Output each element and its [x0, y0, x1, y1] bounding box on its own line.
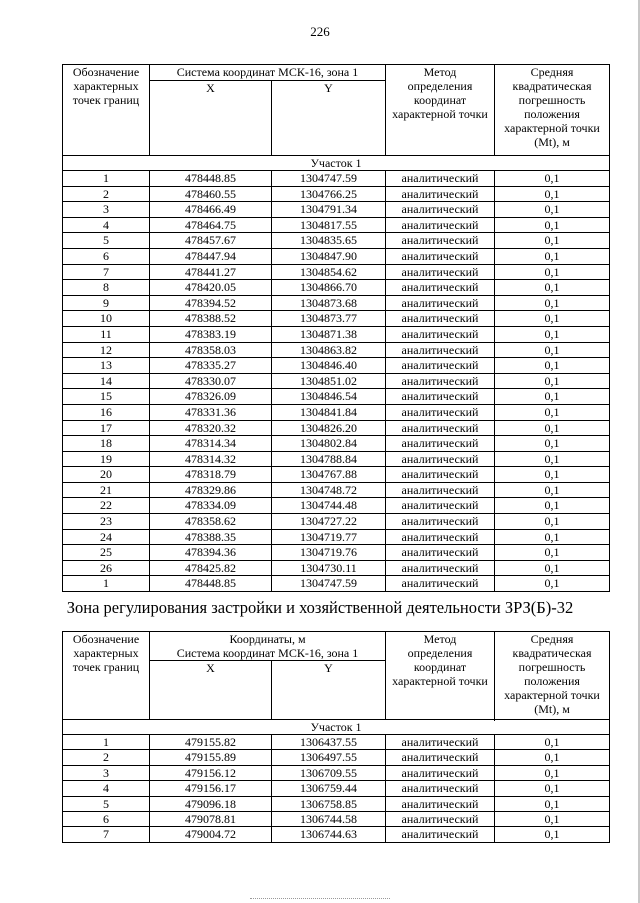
x-coordinate: 478466.49 [150, 202, 272, 218]
y-coordinate: 1304826.20 [272, 420, 386, 436]
x-coordinate: 478460.55 [150, 186, 272, 202]
error-value: 0,1 [495, 202, 610, 218]
header-designation: Обозначение характерных точек границ [63, 65, 150, 156]
point-number: 22 [63, 498, 150, 514]
error-value: 0,1 [495, 451, 610, 467]
method: аналитический [386, 514, 495, 530]
point-number: 4 [63, 217, 150, 233]
coordinates-table-1 [62, 64, 610, 592]
table-row [63, 451, 610, 467]
x-coordinate: 478388.52 [150, 311, 272, 327]
x-coordinate: 478314.32 [150, 451, 272, 467]
x-coordinate: 478420.05 [150, 280, 272, 296]
header-y: Y [272, 661, 386, 720]
error-value: 0,1 [495, 295, 610, 311]
header-coord-title [150, 632, 386, 661]
table-row [63, 248, 610, 264]
x-coordinate: 478358.03 [150, 342, 272, 358]
x-coordinate: 478318.79 [150, 467, 272, 483]
method: аналитический [386, 827, 495, 842]
error-value: 0,1 [495, 545, 610, 561]
method: аналитический [386, 765, 495, 780]
error-value: 0,1 [495, 765, 610, 780]
point-number: 18 [63, 436, 150, 452]
x-coordinate: 479156.17 [150, 781, 272, 796]
method: аналитический [386, 233, 495, 249]
table-row [63, 280, 610, 296]
point-number: 23 [63, 514, 150, 530]
point-number: 12 [63, 342, 150, 358]
table-row [63, 514, 610, 530]
point-number: 14 [63, 373, 150, 389]
point-number: 5 [63, 233, 150, 249]
y-coordinate: 1306744.58 [272, 811, 386, 826]
error-value: 0,1 [495, 750, 610, 765]
x-coordinate: 478331.36 [150, 404, 272, 420]
table-row [63, 482, 610, 498]
x-coordinate: 478383.19 [150, 326, 272, 342]
header-error: Средняя квадратическая погрешность положения характерной точки (Mt), м [495, 65, 610, 156]
x-coordinate: 479096.18 [150, 796, 272, 811]
error-value: 0,1 [495, 796, 610, 811]
y-coordinate: 1304747.59 [272, 171, 386, 187]
table-row [63, 420, 610, 436]
y-coordinate: 1304730.11 [272, 560, 386, 576]
method: аналитический [386, 311, 495, 327]
method: аналитический [386, 326, 495, 342]
header-method: Метод определения координат характерной точки [386, 65, 495, 156]
coordinates-table-2 [62, 631, 610, 843]
method: аналитический [386, 467, 495, 483]
y-coordinate: 1304727.22 [272, 514, 386, 530]
method: аналитический [386, 420, 495, 436]
x-coordinate: 478330.07 [150, 373, 272, 389]
point-number: 7 [63, 264, 150, 280]
point-number: 26 [63, 560, 150, 576]
x-coordinate: 478320.32 [150, 420, 272, 436]
method: аналитический [386, 358, 495, 374]
method: аналитический [386, 811, 495, 826]
table-row [63, 796, 610, 811]
table-row [63, 311, 610, 327]
x-coordinate: 478464.75 [150, 217, 272, 233]
table-row [63, 295, 610, 311]
y-coordinate: 1304863.82 [272, 342, 386, 358]
method: аналитический [386, 529, 495, 545]
method: аналитический [386, 750, 495, 765]
error-value: 0,1 [495, 373, 610, 389]
section-title: Участок 1 [63, 156, 610, 171]
y-coordinate: 1304851.02 [272, 373, 386, 389]
method: аналитический [386, 295, 495, 311]
error-value: 0,1 [495, 529, 610, 545]
point-number: 8 [63, 280, 150, 296]
error-value: 0,1 [495, 781, 610, 796]
x-coordinate: 478388.35 [150, 529, 272, 545]
error-value: 0,1 [495, 482, 610, 498]
table-row [63, 545, 610, 561]
x-coordinate: 478448.85 [150, 576, 272, 592]
error-value: 0,1 [495, 420, 610, 436]
x-coordinate: 478334.09 [150, 498, 272, 514]
x-coordinate: 478335.27 [150, 358, 272, 374]
x-coordinate: 478457.67 [150, 233, 272, 249]
error-value: 0,1 [495, 358, 610, 374]
error-value: 0,1 [495, 514, 610, 530]
error-value: 0,1 [495, 264, 610, 280]
table-row [63, 735, 610, 750]
point-number: 4 [63, 781, 150, 796]
y-coordinate: 1304719.76 [272, 545, 386, 561]
method: аналитический [386, 560, 495, 576]
table-row [63, 171, 610, 187]
header-coord-system: Система координат МСК-16, зона 1 [176, 646, 359, 660]
table-row [63, 233, 610, 249]
y-coordinate: 1304871.38 [272, 326, 386, 342]
header-method: Метод определения координат характерной точки [386, 632, 495, 720]
method: аналитический [386, 280, 495, 296]
method: аналитический [386, 373, 495, 389]
y-coordinate: 1304748.72 [272, 482, 386, 498]
point-number: 1 [63, 171, 150, 187]
table-row [63, 765, 610, 780]
header-coords-title: Координаты, м [229, 632, 306, 646]
y-coordinate: 1304873.77 [272, 311, 386, 327]
point-number: 5 [63, 796, 150, 811]
point-number: 21 [63, 482, 150, 498]
error-value: 0,1 [495, 326, 610, 342]
y-coordinate: 1304846.54 [272, 389, 386, 405]
method: аналитический [386, 202, 495, 218]
table-row [63, 373, 610, 389]
y-coordinate: 1306758.85 [272, 796, 386, 811]
table-row [63, 358, 610, 374]
y-coordinate: 1304817.55 [272, 217, 386, 233]
x-coordinate: 478394.36 [150, 545, 272, 561]
x-coordinate: 478358.62 [150, 514, 272, 530]
point-number: 3 [63, 765, 150, 780]
header-x: X [150, 661, 272, 720]
header-coord-system: Система координат МСК-16, зона 1 [150, 65, 386, 81]
table-row [63, 326, 610, 342]
table-row [63, 342, 610, 358]
y-coordinate: 1306709.55 [272, 765, 386, 780]
page-bottom-mark [250, 898, 390, 901]
y-coordinate: 1304802.84 [272, 436, 386, 452]
method: аналитический [386, 781, 495, 796]
error-value: 0,1 [495, 389, 610, 405]
y-coordinate: 1306497.55 [272, 750, 386, 765]
header-y: Y [272, 81, 386, 156]
error-value: 0,1 [495, 233, 610, 249]
error-value: 0,1 [495, 186, 610, 202]
table-row [63, 467, 610, 483]
y-coordinate: 1304866.70 [272, 280, 386, 296]
error-value: 0,1 [495, 248, 610, 264]
y-coordinate: 1304847.90 [272, 248, 386, 264]
error-value: 0,1 [495, 811, 610, 826]
table-row [63, 264, 610, 280]
method: аналитический [386, 342, 495, 358]
point-number: 25 [63, 545, 150, 561]
y-coordinate: 1304854.62 [272, 264, 386, 280]
table-row [63, 202, 610, 218]
x-coordinate: 478329.86 [150, 482, 272, 498]
method: аналитический [386, 171, 495, 187]
table-row [63, 436, 610, 452]
y-coordinate: 1306744.63 [272, 827, 386, 842]
y-coordinate: 1304719.77 [272, 529, 386, 545]
x-coordinate: 479078.81 [150, 811, 272, 826]
x-coordinate: 478394.52 [150, 295, 272, 311]
error-value: 0,1 [495, 827, 610, 842]
point-number: 2 [63, 186, 150, 202]
point-number: 3 [63, 202, 150, 218]
x-coordinate: 479004.72 [150, 827, 272, 842]
table-row [63, 498, 610, 514]
point-number: 17 [63, 420, 150, 436]
point-number: 13 [63, 358, 150, 374]
x-coordinate: 478447.94 [150, 248, 272, 264]
method: аналитический [386, 186, 495, 202]
point-number: 11 [63, 326, 150, 342]
point-number: 16 [63, 404, 150, 420]
table-row [63, 217, 610, 233]
error-value: 0,1 [495, 404, 610, 420]
method: аналитический [386, 796, 495, 811]
table-row [63, 186, 610, 202]
error-value: 0,1 [495, 735, 610, 750]
table-row [63, 827, 610, 842]
x-coordinate: 478314.34 [150, 436, 272, 452]
y-coordinate: 1304835.65 [272, 233, 386, 249]
table-row [63, 560, 610, 576]
point-number: 1 [63, 735, 150, 750]
y-coordinate: 1304846.40 [272, 358, 386, 374]
page-number: 226 [310, 24, 330, 39]
y-coordinate: 1304767.88 [272, 467, 386, 483]
point-number: 20 [63, 467, 150, 483]
y-coordinate: 1304747.59 [272, 576, 386, 592]
table-row [63, 404, 610, 420]
x-coordinate: 479155.89 [150, 750, 272, 765]
x-coordinate: 478326.09 [150, 389, 272, 405]
y-coordinate: 1306437.55 [272, 735, 386, 750]
method: аналитический [386, 264, 495, 280]
error-value: 0,1 [495, 171, 610, 187]
point-number: 1 [63, 576, 150, 592]
y-coordinate: 1306759.44 [272, 781, 386, 796]
y-coordinate: 1304791.34 [272, 202, 386, 218]
x-coordinate: 479156.12 [150, 765, 272, 780]
point-number: 10 [63, 311, 150, 327]
table-row [63, 811, 610, 826]
header-x: X [150, 81, 272, 156]
point-number: 9 [63, 295, 150, 311]
table-row [63, 529, 610, 545]
method: аналитический [386, 248, 495, 264]
method: аналитический [386, 451, 495, 467]
method: аналитический [386, 389, 495, 405]
point-number: 19 [63, 451, 150, 467]
zone-heading: Зона регулирования застройки и хозяйственной деятельности ЗРЗ(Б)-32 [66, 598, 574, 617]
header-designation: Обозначение характерных точек границ [63, 632, 150, 720]
method: аналитический [386, 404, 495, 420]
method: аналитический [386, 735, 495, 750]
error-value: 0,1 [495, 217, 610, 233]
point-number: 15 [63, 389, 150, 405]
y-coordinate: 1304744.48 [272, 498, 386, 514]
method: аналитический [386, 498, 495, 514]
point-number: 6 [63, 811, 150, 826]
point-number: 24 [63, 529, 150, 545]
point-number: 2 [63, 750, 150, 765]
x-coordinate: 478425.82 [150, 560, 272, 576]
y-coordinate: 1304841.84 [272, 404, 386, 420]
method: аналитический [386, 576, 495, 592]
point-number: 7 [63, 827, 150, 842]
x-coordinate: 479155.82 [150, 735, 272, 750]
x-coordinate: 478448.85 [150, 171, 272, 187]
y-coordinate: 1304788.84 [272, 451, 386, 467]
error-value: 0,1 [495, 576, 610, 592]
table-row [63, 576, 610, 592]
table-row [63, 389, 610, 405]
method: аналитический [386, 545, 495, 561]
method: аналитический [386, 217, 495, 233]
error-value: 0,1 [495, 560, 610, 576]
error-value: 0,1 [495, 342, 610, 358]
point-number: 6 [63, 248, 150, 264]
method: аналитический [386, 436, 495, 452]
y-coordinate: 1304873.68 [272, 295, 386, 311]
x-coordinate: 478441.27 [150, 264, 272, 280]
y-coordinate: 1304766.25 [272, 186, 386, 202]
table-row [63, 750, 610, 765]
error-value: 0,1 [495, 498, 610, 514]
section-title: Участок 1 [63, 720, 610, 735]
error-value: 0,1 [495, 311, 610, 327]
error-value: 0,1 [495, 467, 610, 483]
table-row [63, 781, 610, 796]
error-value: 0,1 [495, 436, 610, 452]
method: аналитический [386, 482, 495, 498]
header-error: Средняя квадратическая погрешность положения характерной точки (Mt), м [495, 632, 610, 720]
error-value: 0,1 [495, 280, 610, 296]
